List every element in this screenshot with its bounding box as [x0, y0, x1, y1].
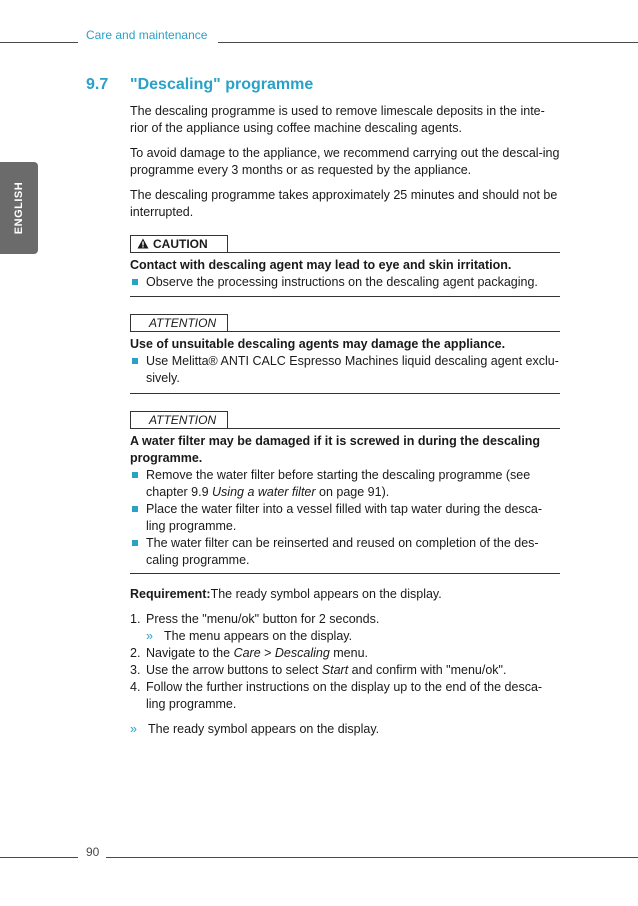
caution-bottom-rule [130, 296, 560, 297]
menu-care: Care [233, 646, 261, 660]
bullet-square-icon [132, 540, 138, 546]
attention-bottom-rule [130, 393, 560, 394]
step-text: Press the "menu/ok" button for 2 seconds. [146, 612, 380, 626]
attention-bullet [130, 467, 560, 501]
requirement [130, 586, 560, 603]
section-title: "Descaling" programme [130, 76, 314, 93]
page-number: 90 [86, 845, 100, 859]
step-number: 4. [130, 680, 141, 694]
caution-top-rule [228, 252, 560, 253]
step-text: and confirm with "menu/ok". [348, 663, 507, 677]
final-result [130, 721, 560, 738]
attention-bullet-text: Use Melitta® ANTI CALC Espresso Machines liquid descaling agent exclu-sively. [146, 354, 559, 385]
language-tab-label: ENGLISH [13, 181, 25, 235]
requirement-label: Requirement: [130, 587, 211, 601]
attention-label-box: ATTENTION [130, 411, 228, 429]
step-text: Navigate to the [146, 646, 234, 660]
requirement-text: The ready symbol appears on the display. [210, 587, 442, 601]
caution-bullet [130, 274, 560, 291]
final-result-text: The ready symbol appears on the display. [148, 722, 380, 736]
step-result-text: The menu appears on the display. [164, 629, 353, 643]
caution-body [130, 257, 560, 291]
menu-separator: > [260, 646, 275, 660]
bullet-text: Place the water filter into a vessel filled with tap water during the desca-ling programme. [146, 502, 543, 533]
attention-heading: Use of unsuitable descaling agents may damage the appliance. [130, 337, 506, 351]
intro-paragraph: The descaling programme is used to remove limescale deposits in the inte-rior of the appliance using coffee machine descaling agents. [130, 104, 545, 135]
bullet-square-icon [132, 358, 138, 364]
result-arrow-icon: » [130, 722, 137, 736]
attention-label-box: ATTENTION [130, 314, 228, 332]
caution-label: CAUTION [153, 237, 208, 251]
step-text: Use the arrow buttons to select [146, 663, 322, 677]
intro-text [130, 103, 560, 221]
steps-list [130, 611, 560, 713]
section-number: 9.7 [86, 76, 109, 93]
step-4 [130, 679, 560, 713]
cross-reference-link[interactable]: Using a water filter [212, 485, 316, 499]
attention-bullet [130, 535, 560, 569]
result-arrow-icon: » [146, 629, 153, 643]
footer-rule-right [106, 857, 638, 858]
step-1 [130, 611, 560, 628]
step-text: menu. [329, 646, 369, 660]
bullet-text: on page 91). [315, 485, 390, 499]
intro-paragraph: The descaling programme takes approximately 25 minutes and should not be interrupted. [130, 188, 558, 219]
attention-body [130, 433, 560, 569]
intro-paragraph: To avoid damage to the appliance, we recommend carrying out the descal-ing programme every 3 months or as requested by the appliance. [130, 146, 560, 177]
step-number: 3. [130, 663, 141, 677]
step-number: 1. [130, 612, 141, 626]
attention-heading: A water filter may be damaged if it is screwed in during the descaling programme. [130, 434, 541, 465]
caution-bullet-text: Observe the processing instructions on the descaling agent packaging. [146, 275, 538, 289]
caution-heading: Contact with descaling agent may lead to eye and skin irritation. [130, 258, 512, 272]
step-number: 2. [130, 646, 141, 660]
bullet-square-icon [132, 279, 138, 285]
caution-notice [130, 235, 560, 297]
header-title: Care and maintenance [86, 28, 208, 42]
menu-descaling: Descaling [274, 646, 330, 660]
attention-body [130, 336, 560, 387]
bullet-text: Remove the water filter before starting the descaling programme (see chapter 9.9 [146, 468, 531, 499]
attention-notice-2 [130, 411, 560, 574]
attention-bullet [130, 353, 560, 387]
attention-bottom-rule [130, 573, 560, 574]
bullet-square-icon [132, 506, 138, 512]
step-1-result [146, 628, 560, 645]
menu-start: Start [321, 663, 349, 677]
bullet-square-icon [132, 472, 138, 478]
attention-bullet [130, 501, 560, 535]
attention-notice-1 [130, 314, 560, 394]
step-2 [130, 645, 560, 662]
header-rule-right [218, 42, 638, 43]
header-rule-left [0, 42, 78, 43]
step-3 [130, 662, 560, 679]
attention-top-rule [228, 331, 560, 332]
attention-top-rule [228, 428, 560, 429]
bullet-text: The water filter can be reinserted and reused on completion of the des-caling programme. [146, 536, 539, 567]
language-tab [0, 162, 38, 254]
instructions [130, 586, 560, 738]
warning-triangle-icon [137, 238, 149, 249]
footer-rule-left [0, 857, 78, 858]
caution-label-box [130, 235, 228, 253]
step-text: Follow the further instructions on the display up to the end of the desca-ling programme. [146, 680, 543, 711]
